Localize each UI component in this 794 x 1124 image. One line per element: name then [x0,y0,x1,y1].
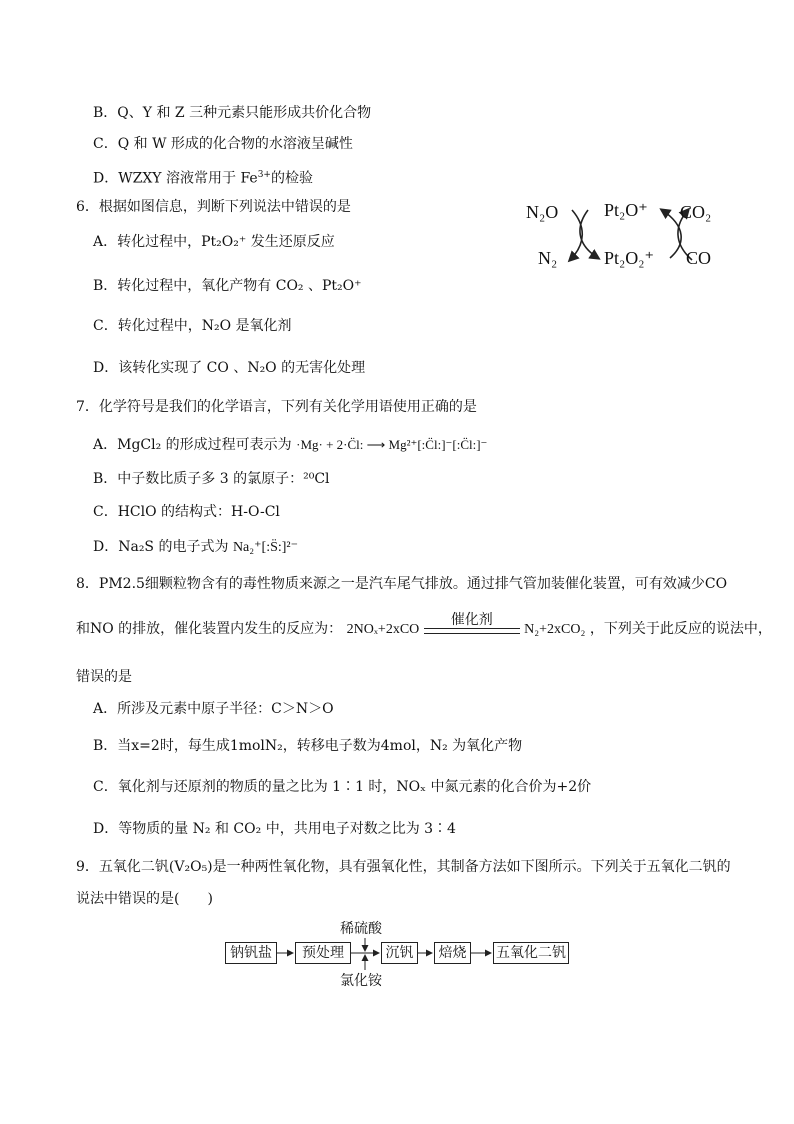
flow-step-vanadium-precipitation: 沉钒 [381,942,418,964]
flow-step-sodium-vanadate: 钠钒盐 [225,942,277,964]
q7-option-a-text: A．MgCl₂ 的形成过程可表示为 [93,437,292,453]
q8-option-b: B．当x=2时，每生成1molN₂，转移电子数为4mol，N₂ 为氧化产物 [93,738,523,754]
na2s-electron-formula: Na₂⁺[:S̈:]²⁻ [232,540,299,555]
q9-stem-line1: 9．五氧化二钒(V₂O₅)是一种两性氧化物，具有强氧化性，其制备方法如下图所示。下列关于五氧化二钒的 [76,859,731,875]
catalyst-label: 催化剂 [450,612,493,628]
equation-right: N₂+2xCO₂ [524,622,586,637]
q8-stem-line3: 错误的是 [76,669,132,685]
q7-option-a [93,435,487,455]
equals-bar [424,628,520,634]
q9-stem-line2: 说法中错误的是( ) [76,891,213,907]
co-label: CO [686,248,712,268]
n2-label: N₂ [538,248,558,268]
q5-option-d [93,165,313,189]
q6-stem: 6．根据如图信息，判断下列说法中错误的是 [76,199,351,215]
flow-step-vanadium-pentoxide: 五氧化二钒 [493,942,569,964]
q5-option-d-charge: 3+ [257,170,271,180]
q7-stem: 7．化学符号是我们的化学语言，下列有关化学用语使用正确的是 [76,399,477,415]
q7-option-b: B．中子数比质子多 3 的氯原子：²⁰Cl [93,471,330,487]
q7-option-d [93,537,298,558]
pt2o2-plus-label: Pt₂O₂⁺ [604,248,655,268]
ammonium-chloride-label: 氯化铵 [340,973,382,989]
mgcl2-formation-formula: ·Mg· + 2·C̈l: ⟶ Mg²⁺[:C̈l:]⁻[:C̈l:]⁻ [296,437,488,452]
catalyst-equation-sign [424,612,520,640]
preparation-flowchart [225,918,575,994]
co2-label: CO₂ [680,202,712,222]
dilute-sulfuric-acid-label: 稀硫酸 [340,921,382,937]
q5-option-d-tail: 的检验 [270,170,313,187]
equation-left: 2NOₓ+2xCO [346,622,420,637]
q5-option-b: B．Q、Y 和 Z 三种元素只能形成共价化合物 [93,105,372,121]
q8-stem-line2 [76,612,772,644]
q6-option-b: B．转化过程中，氧化产物有 CO₂ 、Pt₂O⁺ [93,278,362,294]
q5-option-d-text: D．WZXY 溶液常用于 Fe [93,170,258,187]
q8-option-d: D．等物质的量 N₂ 和 CO₂ 中，共用电子对数之比为 3∶4 [93,821,456,837]
n2o-label: N₂O [526,202,559,222]
flow-step-roasting: 焙烧 [434,942,471,964]
q5-option-c: C．Q 和 W 形成的化合物的水溶液呈碱性 [93,136,353,152]
q7-option-d-text: D．Na₂S 的电子式为 [93,539,229,555]
q7-option-c: C．HClO 的结构式：H-O-Cl [93,504,280,520]
q8-stem-line1: 8．PM2.5细颗粒物含有的毒性物质来源之一是汽车尾气排放。通过排气管加装催化装置，可有效减少CO [76,576,728,592]
q8-option-c: C．氧化剂与还原剂的物质的量之比为 1∶1 时，NOₓ 中氮元素的化合价为+2价 [93,779,592,795]
reaction-cycle-diagram [520,192,730,282]
q6-option-d: D．该转化实现了 CO 、N₂O 的无害化处理 [93,360,366,376]
q8-stem-line2-text: 和NO 的排放，催化装置内发生的反应为： [76,621,343,637]
q8-stem-line2-tail: ，下列关于此反应的说法中， [589,621,772,637]
q6-option-a: A．转化过程中，Pt₂O₂⁺ 发生还原反应 [93,234,335,250]
q8-option-a: A．所涉及元素中原子半径：C＞N＞O [93,701,334,717]
pt2o-plus-label: Pt₂O⁺ [604,200,648,220]
q6-option-c: C．转化过程中，N₂O 是氧化剂 [93,318,292,334]
flow-step-pretreatment: 预处理 [295,942,351,964]
